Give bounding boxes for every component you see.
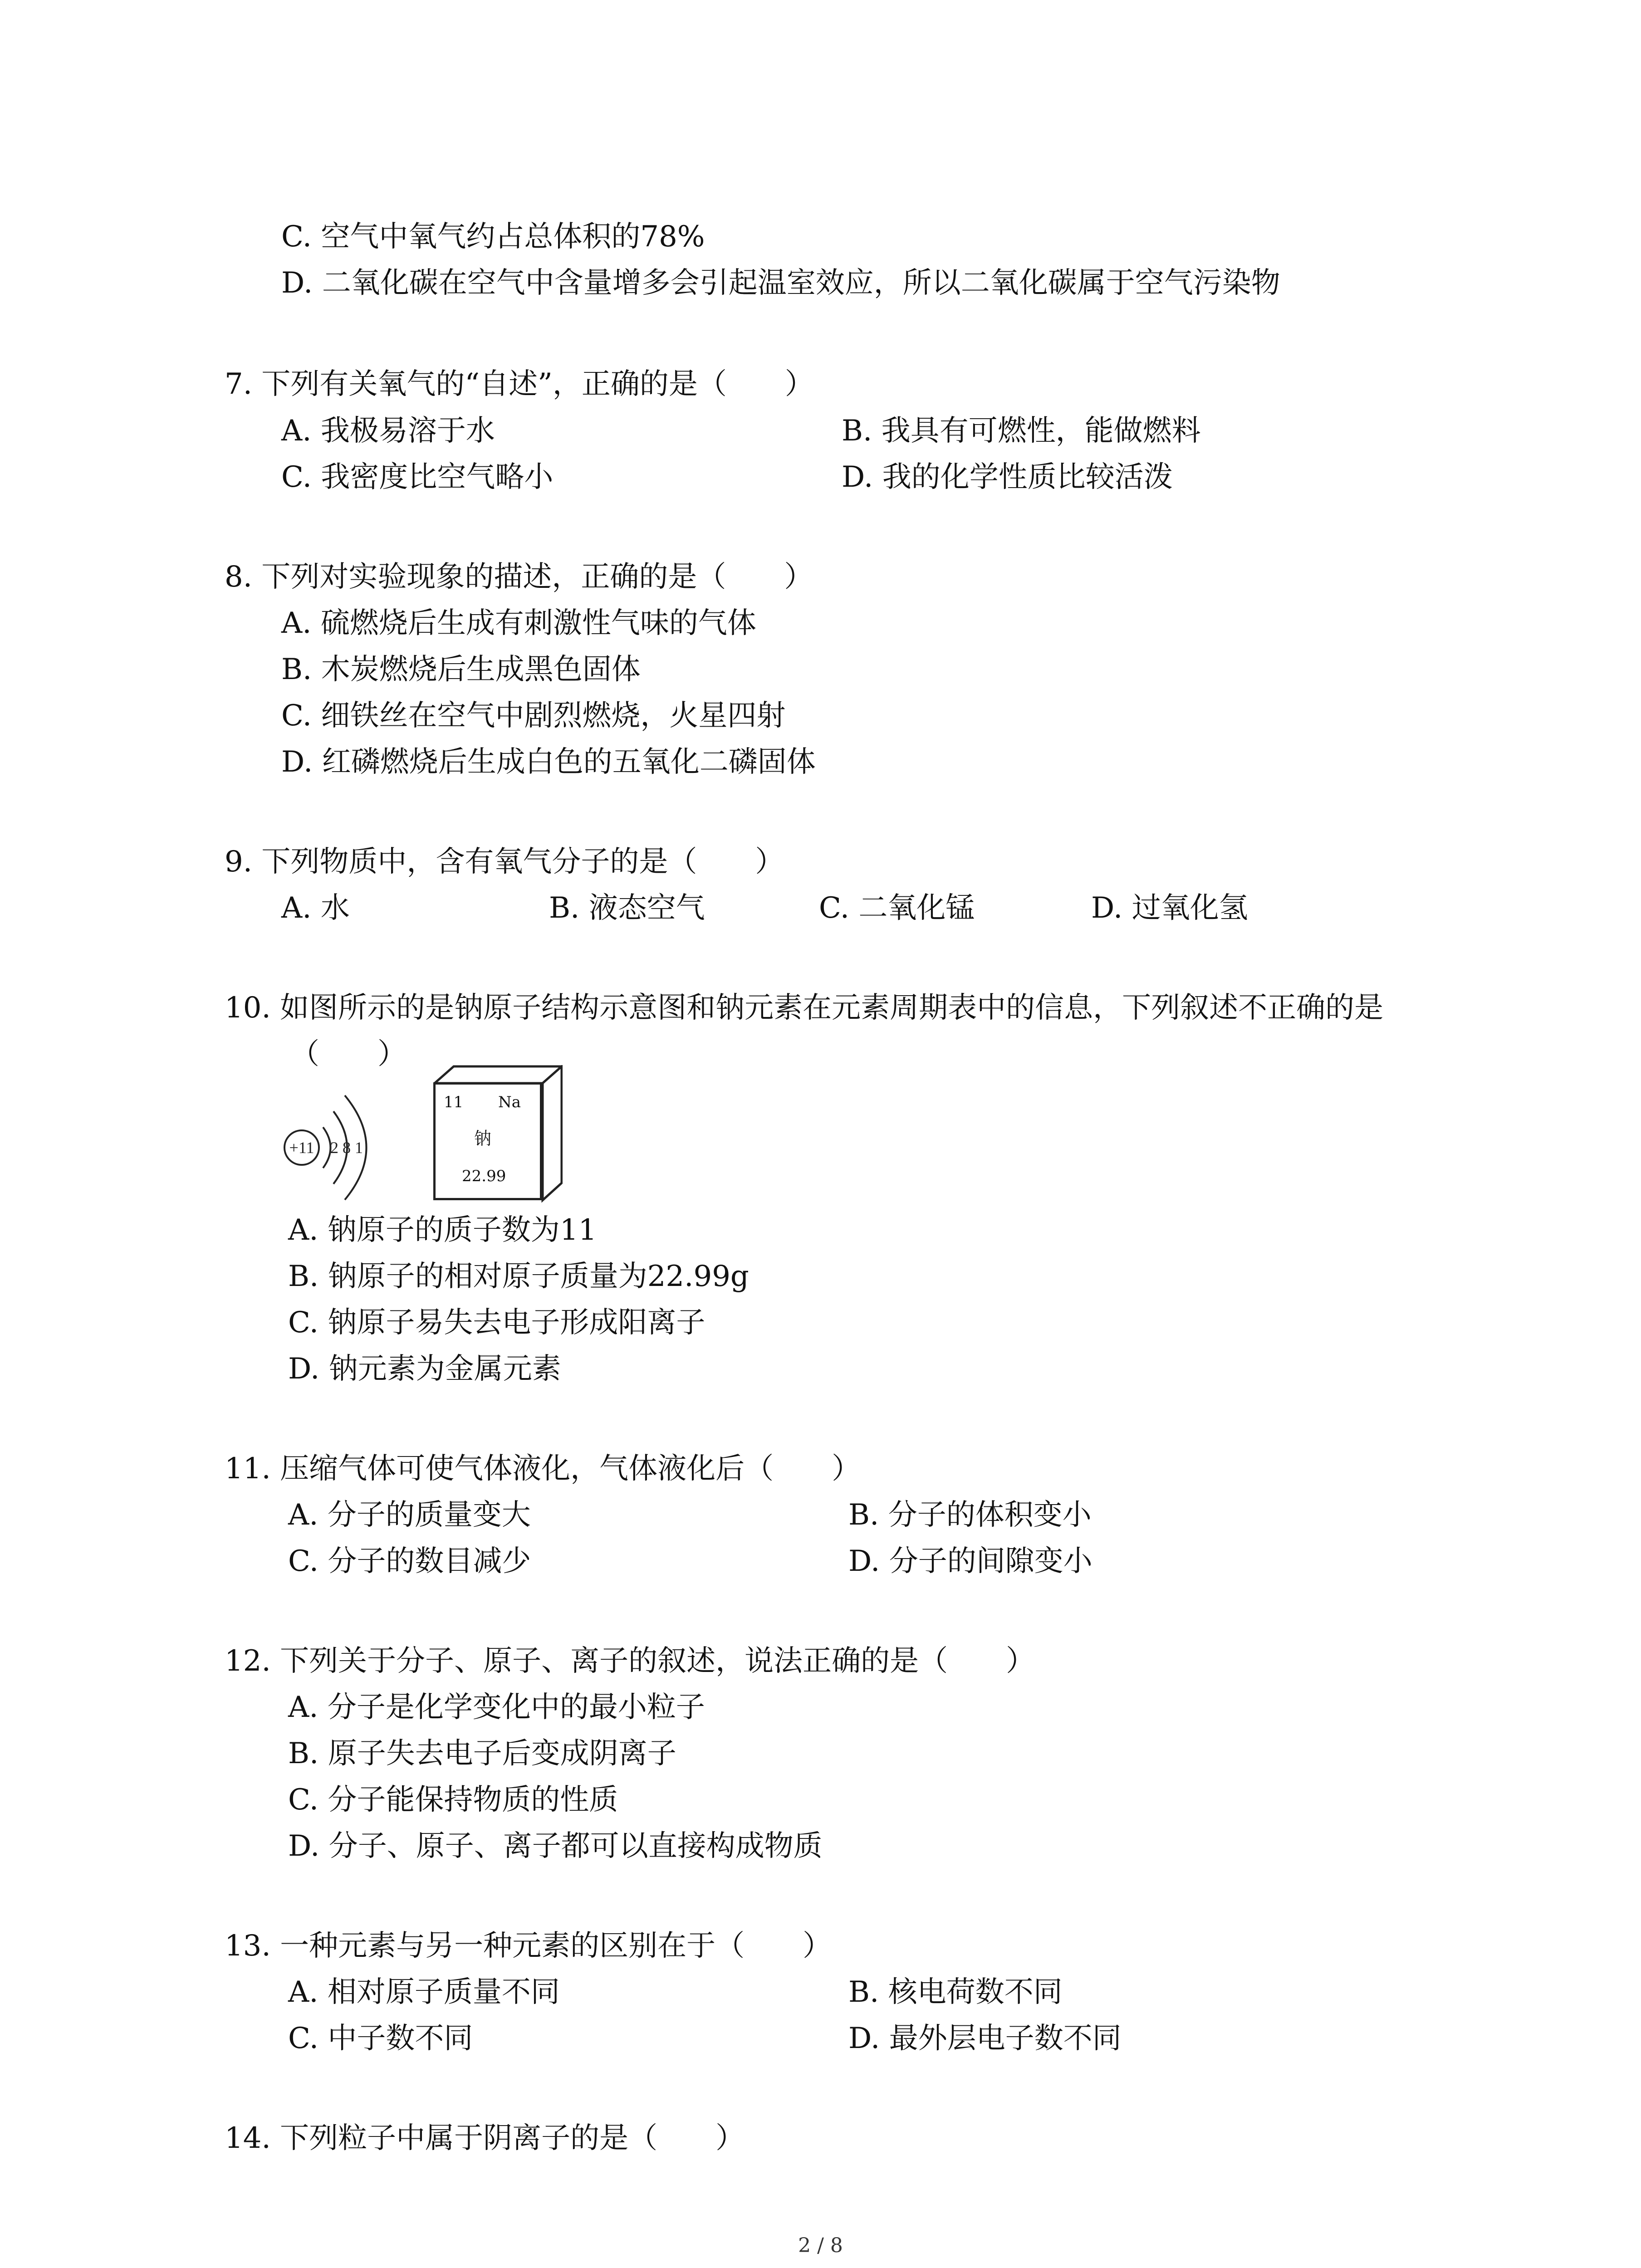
text-line: B. 我具有可燃性，能做燃料 — [842, 414, 1201, 448]
text-line: B. 原子失去电子后变成阴离子 — [288, 1737, 676, 1770]
text-line: A. 钠原子的质子数为11 — [288, 1213, 597, 1247]
periodic-table-cell — [433, 1065, 563, 1203]
text-line: A. 我极易溶于水 — [281, 414, 495, 448]
element-symbol: Na — [498, 1093, 521, 1111]
text-line: 10. 如图所示的是钠原子结构示意图和钠元素在元素周期表中的信息，下列叙述不正确的是 — [225, 991, 1384, 1025]
text-line: 14. 下列粒子中属于阴离子的是（ ） — [225, 2121, 745, 2155]
text-line: C. 细铁丝在空气中剧烈燃烧，火星四射 — [281, 699, 786, 733]
text-line: B. 液态空气 — [549, 891, 705, 925]
text-line: D. 分子、原子、离子都可以直接构成物质 — [288, 1829, 823, 1863]
text-line: 7. 下列有关氧气的“自述”，正确的是（ ） — [225, 367, 814, 401]
text-line: 12. 下列关于分子、原子、离子的叙述，说法正确的是（ ） — [225, 1644, 1035, 1678]
text-line: C. 中子数不同 — [288, 2022, 473, 2055]
text-line: D. 我的化学性质比较活泼 — [842, 460, 1173, 494]
text-line: A. 水 — [281, 891, 350, 925]
text-line: A. 分子的质量变大 — [288, 1498, 531, 1532]
text-line: A. 相对原子质量不同 — [288, 1975, 560, 2009]
text-line: 9. 下列物质中，含有氧气分子的是（ ） — [225, 845, 784, 879]
atomic-number: 11 — [444, 1093, 464, 1111]
text-line: 11. 压缩气体可使气体液化，气体液化后（ ） — [225, 1452, 861, 1486]
text-line: C. 二氧化锰 — [819, 891, 975, 925]
cell-front-face — [433, 1082, 542, 1200]
text-line: D. 分子的间隙变小 — [848, 1545, 1092, 1578]
page-number: 2 / 8 — [798, 2234, 843, 2257]
text-line: A. 硫燃烧后生成有刺激性气味的气体 — [281, 606, 756, 640]
text-line: C. 钠原子易失去电子形成阳离子 — [288, 1306, 705, 1339]
text-line: B. 核电荷数不同 — [848, 1975, 1063, 2009]
text-line: B. 木炭燃烧后生成黑色固体 — [281, 653, 641, 686]
electron-shell-1 — [323, 1127, 331, 1168]
text-line: B. 分子的体积变小 — [848, 1498, 1092, 1532]
text-line: C. 我密度比空气略小 — [281, 460, 554, 494]
text-line: （ ） — [290, 1037, 407, 1071]
text-line: 13. 一种元素与另一种元素的区别在于（ ） — [225, 1929, 832, 1963]
text-line: C. 分子能保持物质的性质 — [288, 1783, 618, 1817]
text-line: C. 分子的数目减少 — [288, 1545, 531, 1578]
text-line: 8. 下列对实验现象的描述，正确的是（ ） — [225, 560, 813, 594]
text-line: D. 钠元素为金属元素 — [288, 1352, 561, 1386]
text-line: D. 最外层电子数不同 — [848, 2022, 1122, 2055]
text-line: B. 钠原子的相对原子质量为22.99g — [288, 1260, 749, 1293]
text-line: D. 二氧化碳在空气中含量增多会引起温室效应，所以二氧化碳属于空气污染物 — [281, 266, 1280, 300]
text-line: A. 分子是化学变化中的最小粒子 — [288, 1691, 705, 1724]
text-line: D. 过氧化氢 — [1091, 891, 1248, 925]
element-name: 钠 — [474, 1129, 492, 1149]
atomic-mass: 22.99 — [462, 1167, 506, 1185]
text-line: C. 空气中氧气约占总体积的78% — [281, 220, 705, 254]
shell-electrons: 2 8 1 — [330, 1139, 363, 1157]
text-line: D. 红磷燃烧后生成白色的五氧化二磷固体 — [281, 745, 816, 779]
nucleus-charge: +11 — [289, 1139, 314, 1157]
